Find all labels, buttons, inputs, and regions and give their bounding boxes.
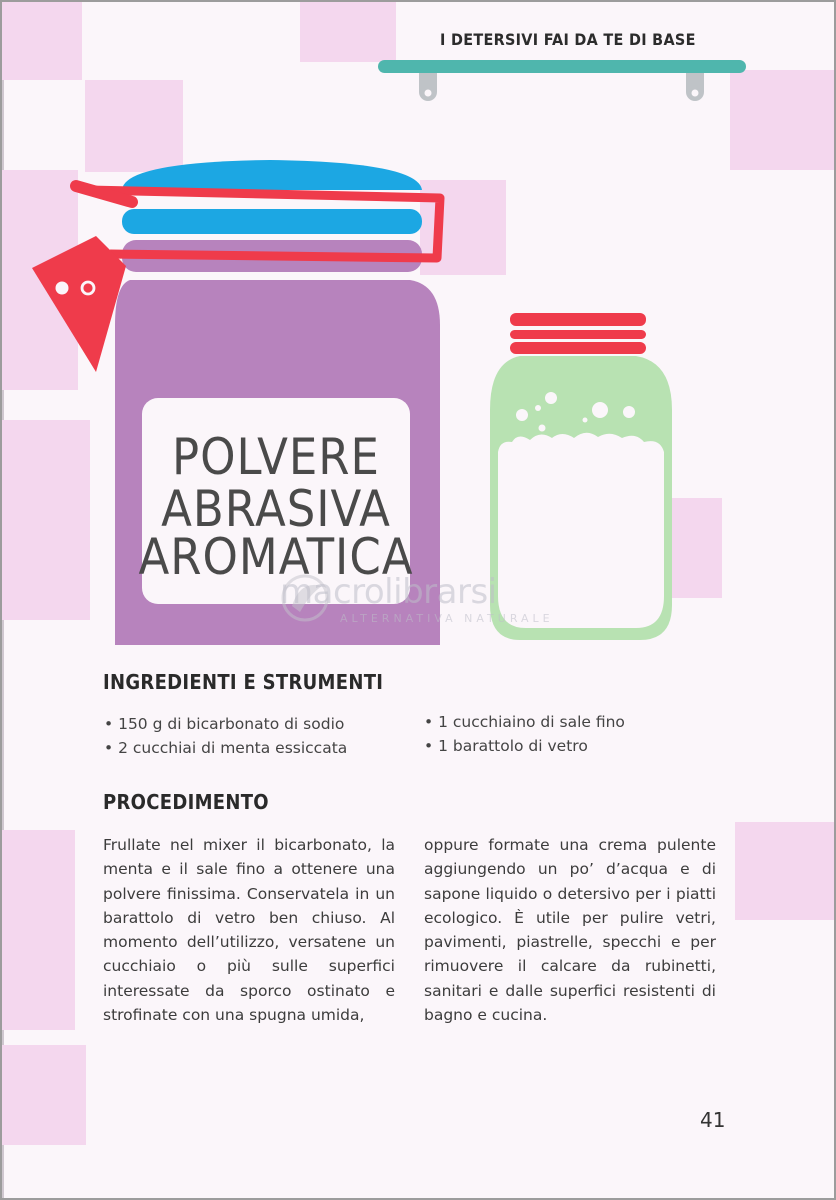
section-header: I DETERSIVI FAI DA TE DI BASE xyxy=(440,30,696,49)
bubble xyxy=(535,405,541,411)
list-item: • 2 cucchiai di menta essiccata xyxy=(104,736,347,760)
watermark-tagline: ALTERNATIVA NATURALE xyxy=(340,612,554,625)
jar-lid-band xyxy=(122,209,422,234)
bubble xyxy=(592,402,608,418)
list-item: • 1 cucchiaino di sale fino xyxy=(424,710,625,734)
procedure-text-left: Frullate nel mixer il bicarbonato, la menta e il sale fino a ottenere una polvere finissima. Conservatela in un barattolo di vetro ben chiuso. Al momento dell’utilizzo, versatene un cucchiaio o più sulle superfici interessate da sporco ostinato e strofinate con una spugna umida, xyxy=(103,836,395,1025)
ingredients-title: INGREDIENTI E STRUMENTI xyxy=(103,670,384,694)
ingredients-list-right xyxy=(424,710,625,758)
shelf-bracket xyxy=(686,73,704,101)
shelf xyxy=(378,60,746,73)
bubble xyxy=(545,392,557,404)
shelf-bracket xyxy=(419,73,437,101)
bubble xyxy=(583,418,588,423)
page-number: 41 xyxy=(700,1108,726,1132)
list-item: • 1 barattolo di vetro xyxy=(424,734,625,758)
jar-lid-top xyxy=(122,160,422,190)
bubble xyxy=(623,406,635,418)
small-jar-lid xyxy=(510,342,646,354)
powder xyxy=(498,433,664,628)
ingredients-list-left xyxy=(104,712,347,760)
jar-label-line: POLVERE xyxy=(172,428,380,486)
bubble xyxy=(539,425,546,432)
procedure-title: PROCEDIMENTO xyxy=(103,790,269,814)
small-jar-lid xyxy=(510,330,646,339)
watermark-brand: macrolibrarsi xyxy=(280,572,497,612)
list-item: • 150 g di bicarbonato di sodio xyxy=(104,712,347,736)
procedure-text-right: oppure formate una crema pulente aggiungendo un po’ d’acqua e di sapone liquido o detersivo per i piatti ecologico. È utile per pulire vetri, pavimenti, piastrelle, specchi e per rimuovere il calcare da rubinetti, sanitari e dalle superfici resistenti di bagno e cucina. xyxy=(424,836,716,1025)
bubble xyxy=(516,409,528,421)
jar-label-line: AROMATICA xyxy=(138,528,414,586)
jar-label-line: ABRASIVA xyxy=(161,480,391,538)
small-jar-lid xyxy=(510,313,646,326)
